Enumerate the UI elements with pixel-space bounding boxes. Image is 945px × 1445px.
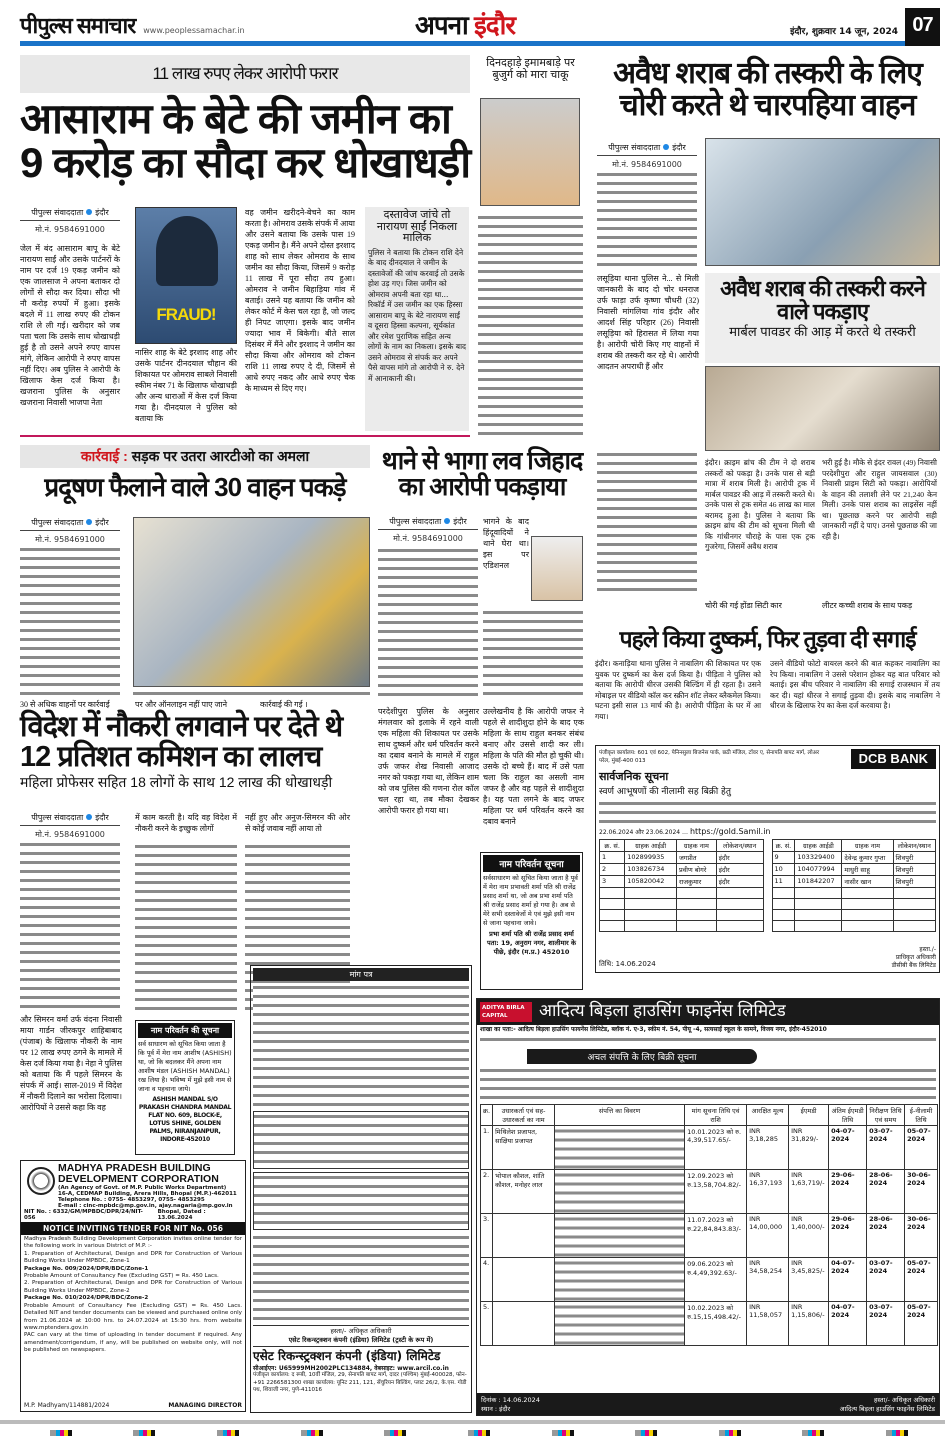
body-text-upper [378,546,478,696]
table-cell: 04-07-2024 [829,1126,867,1170]
table-cell: INR 1,15,806/- [789,1302,829,1346]
marble-col-2: भरी हुई है। मौके से इंदर रावल (49) निवासी परदेशीपुरा और राहुल जायसवाल (30) निवासी प्राइम सिटी को पकड़ा। आरोपियों के वाहन की तलाशी लेने पर 21,240 केन मिली। उनके पास शराब का लाइसेंस नहीं था। पूछताछ करने पर आरोपी सही जानकारी नहीं दे पाए। उनसे पूछताछ की जा रही है। [822,458,937,541]
headline: पहले किया दुष्कर्म, फिर तुड़वा दी सगाई [619,626,916,652]
sidebar-title: दस्तावेज जांचे तो नारायण साईं निकला मालिक [376,209,458,245]
body-col-3: वह जमीन खरीदने-बेचने का काम करता है। ओमराव उसके संपर्क में आया और उसने बताया कि उसके पास 19 एकड़ जमीन है। मैंने अपने दोस्त इरशाद शाह को साथ लेकर ओमराव के साथ जमीन का सौदा किया, जिसमें 9 करोड़ 11 लाख में पूरा सौदा तय हुआ। ओमराव ने जमीन बिहाड़िया गांव में बताई। उसने यह बताया कि जमीन को लेकर कोर्ट में केस चल रहा है, जो जल्द ही निपट जाएगा। इसके बाद जमीन ज्यादा भाव में बिकेगी। बीते साल दिसंबर में मैंने और इरशाद ने जमीन का सौदा किया और ओमराव को टोकन राशि 11 लाख रुपए दे दी, जिसमें से आधे रुपए नकद और आधे रुपए चेक के माध्यम से दिए गए। [245,208,355,393]
body-col-1: परदेशीपुरा पुलिस के अनुसार मंगलवार को इलाके में रहने वाली एक महिला की शिकायत पर उसके साथ दुष्कर्म और धर्म परिवर्तन करने का दबाव बनाने के मामले में राहुल उर्फ जफर शेख निवासी आजाद नगर को पकड़ा गया था, लेकिन शाम को जब पुलिस की गणना रोल कॉल चल रहा था, तब मौका देखकर आरोपी फरार हो गया था। [378,707,479,815]
newspaper-logo: पीपुल्स समाचार [20,13,136,38]
body-col-2: उसने वीडियो फोटो वायरल करने की बात कहकर नाबालिग का रेप किया। नाबालिग ने उससे परेशान होकर यह बात परिवार को बताई। इस बीच परिवार ने नाबालिग की सगाई राजस्थान में तय कर दी। यहां धीरज ने सगाई तुड़वा दी। इसके बाद नाबालिग ने धीरज के खिलाफ रेप का केस दर्ज करवाया है। [770,659,940,710]
story-asaram [20,55,470,437]
tender-body: Madhya Pradesh Building Development Corporation invites online tender for the following work in various District of M.P. :- 1. Preparation of Architectural, Design and DPR for Construction of Various Building Works Under MPBDC, Zone-1 Package No. 009/2024/DPR/BDC/Zone-1 Probable Amount of Consultancy Fee (Excluding GST) = Rs. 450 Lacs. 2. Preparation of Architectural, Design and DPR for Construction of Various Building Works Under MPBDC, Zone-2 Package No. 010/2024/DPR/BDC/Zone-2 Probable Amount of Consultancy Fee (Excluding GST) = Rs. 450 Lacs. Detailed NIT and tender documents can be viewed and purchased online only from 21.06.2024 at 10:00 hrs. to 24.07.2024 at 15:30 hrs. from website www.mptenders.gov.in PAC can vary at the time of uploading in tender document if required. Any amendment/corrigendum, if any, will be published on website only, will not be published on newspapers. [24,1236,242,1354]
headline: थाने से भागा लव जिहाद का आरोपी पकड़ाया [381,447,583,502]
table-cell: 04-07-2024 [829,1258,867,1302]
name-change-notice-prabha: नाम परिवर्तन सूचना सर्वसाधारण को सूचित किया जाता है पूर्व में मेरा नाम प्रभावती शर्मा पति श्री राजेंद्र प्रसाद शर्मा था, जो अब प्रभा शर्मा पति श्री राजेंद्र प्रसाद शर्मा हो गया है। अब से मेरे सभी दस्तावेजों मे एवं मुझे इसी नाम से जाना पहचाना जावे। प्रभा शर्मा पति श्री राजेंद्र प्रसाद शर्मा पता: 19, अनुराग नगर, शालीमार के पीछे, इंदौर (म.प्र.) 452010 [480,852,583,990]
property-description [555,1126,685,1170]
table-cell: 12.09.2023 को रु.13,58,704.82/- [685,1170,747,1214]
dateline: इंदौर, शुक्रवार 14 जून, 2024 [790,27,898,37]
table-cell: मिथिलेश प्रजापत, साक्षिया प्रजापत [493,1126,555,1170]
body-col-1-cont: और सिमरन वर्मा उर्फ वंदना निवासी माया गार्डन जीरकपुर शाहिबाबाद (पंजाब) के खिलाफ नौकरी के नाम पर 12 लाख रुपए ठगने के मामले में केस दर्ज किया गया है। नेहा ने पुलिस को बताया कि मैं पहले सिमरन के संपर्क में आई। साल-2019 में विदेश में नौकरी दिलाने का भरोसा दिलाया। आरोपियों ने उससे कहा कि वह [20,1015,122,1112]
table-cell: INR 1,40,000/- [789,1214,829,1258]
story-liquor-theft: अवैध शराब की तस्करी के लिए चोरी करते थे चारपहिया वाहन पीपुल्स संवाददाता इंदौर मो.नं. 9584691000 लसूड़िया थाना पुलिस ने... से मिली जानकारी के बाद दो चोर धनराज उर्फ फाड़ा उर्फ कृष्णा चौधरी (32) निवासी मांगलिया गांव इंदौर और आदर्श सिंह परिहार (26) निवासी लसूड़िया को हिरासत में लिया गया है। आरोपी चोरी किए गए वाहनों में शराब की तस्करी कर रहे थे। आरोपी आदतन अपराधी हैं और अवैध शराब की तस्करी करने वाले पकड़ाए मार्बल पावडर की आड़ में करते थे तस्करी [595,58,940,443]
story-engagement [595,627,940,742]
body-col-2-start: में काम करती है। यदि वह विदेश में नौकरी करने के इच्छुक लोगों [135,813,237,833]
masthead [20,8,940,44]
table-cell: 05-07-2024 [905,1302,938,1346]
table-cell: INR 14,00,000 [747,1214,789,1258]
liquor-body-lower [597,450,697,595]
table-row: 9 103329400 देवेन्द्र कुमार गुप्ता शिवपुरी [772,852,936,864]
story-love-jihad: थाने से भागा लव जिहाद का आरोपी पकड़ाया पीपुल्स संवाददाता इंदौर मो.नं. 9584691000 भागने के बाद हिंदूवादियों ने थाने घेरा था। इस पर एडिशनल परदेशीपुरा पुलिस के अनुसार मंगलवार को इलाके में रहने वाली एक महिला की शिकायत पर उसके साथ दुष्कर्म और धर्म परिवर्तन करने का दबाव बनाने के मामले में राहुल उर्फ जफर शेख निवासी आजाद नगर को पकड़ा गया था, लेकिन शाम को जब पुलिस की गणना रोल कॉल चल रहा था, तब मौका देखकर आरोपी फरार हो गया था। उल्लेखनीय है कि आरोपी जफर ने पहले से शादीशुदा होने के बाद एक महिला के साथ राहुल बनकर संबंध बनाए और उससे शादी कर ली। महिला के पति की मौत हो चुकी थी। उसके दो बच्चे हैं। बाद में उसे पता चला कि राहुल का असली नाम जफर है और वह पहले से शादीशुदा है। यह पता लगने के बाद जफर महिला पर धर्म परिवर्तन करने का दबाव बनाने [378,447,584,826]
registration-mark [217,1430,241,1436]
auction-table: क्र. उधारकर्ता एवं सह-उधारकर्ता का नाम संपत्ति का विवरण मांग सूचना तिथि एवं राशि आरक्षित मूल्य ईएमडी अंतिम ईएमडी तिथि निरीक्षण तिथि एवं समय ई-नीलामी तिथि 1. मिथिलेश प्रजापत, साक्षिया प्रजापत 10.01.2023 को रु. 4,39,517.65/- INR 3,18,285 INR 31,829/- 04-07-2024 03-07-2024 05-07-2024 2. भोपाल कौशल, शांति कौशल, मनोहर लाल 12.09.2023 को रु.13,58,704.82/- INR 16,37,193 INR 1,63,719/- 29-06-2024 28-06-2024 30-06-2024 3. 11.07.2023 को रु.22,84,843.83/- INR 14,00,000 INR 1,40,000/- 29-06-2024 28-06-2024 30-06-2024 4. 09.06.2023 को रु.4,49,392.63/- INR 34,58,254 INR 3,45,825/- 04-07-2024 03-07-2024 05-07-2024 5. 10.02.2023 को रु.15,15,498.42/- INR 11,58,057 INR 1,15,806/- 04-07-2024 03-07-2024 05-07-2024 [480,1104,938,1346]
body-col-3-start: नहीं हुए और अनुज-सिमरन की ओर से कोई जवाब नहीं आया तो [245,813,350,833]
aditya-birla-logo: ADITYA BIRLA CAPITAL [480,1002,532,1022]
headline: आसाराम के बेटे की जमीन का 9 करोड़ का सौदा कर धोखाधड़ी [20,95,470,187]
sale-banner: अचल संपत्ति के लिए बिक्री सूचना [527,1049,757,1064]
notice-title: नाम परिवर्तन सूचना [483,855,580,872]
byline: पीपुल्स संवाददाता इंदौर [20,517,120,531]
property-description [555,1170,685,1214]
notice-title: नाम परिवर्तन की सूचना [138,1023,232,1038]
body-col-1-top [20,840,120,1012]
body-col-1: इंदौर। कनाड़िया थाना पुलिस ने नाबालिग की शिकायत पर एक युवक पर दुष्कर्म का केस दर्ज किया है। पीड़िता ने पुलिस को बताया कि आरोपी धीरज उसकी बिल्डिंग में ही रहता है। उसने मोबाइल पर वीडियो कॉल कर स्क्रीन शॉट लेकर ब्लैकमेल किया। घटना इसी साल 13 मार्च की है। आरोपी पीड़िता के घर में आ गया। [595,659,761,721]
table-cell: 29-06-2024 [829,1214,867,1258]
registration-mark [468,1430,492,1436]
table-cell: 04-07-2024 [829,1302,867,1346]
notice-header [477,999,939,1025]
body-text [478,213,583,438]
table-cell [493,1302,555,1346]
story-imambada [478,58,583,438]
table-cell: 03-07-2024 [867,1302,905,1346]
registration-mark [802,1430,826,1436]
fraud-label: FRAUD! [156,305,216,324]
dcb-date: तिथि: 14.06.2024 [599,960,656,968]
dcb-table-right: क्र. सं. ग्राहक आईडी ग्राहक नाम लोकेशन/स्थान 9 103329400 देवेन्द्र कुमार गुप्ता शिवपुरी 10 104077994 माधुरी साहू शिवपुरी 11 101842207 नासीर खान शिवपुरी [772,839,937,932]
table-cell: INR 11,58,057 [747,1302,789,1346]
intro: भागने के बाद हिंदूवादियों ने थाने घेरा था। इस पर एडिशनल [483,517,529,570]
notice-subtitle: स्वर्ण आभूषणों की नीलामी सह बिक्री हेतु [599,787,731,797]
website: www.peoplessamachar.in [143,26,245,35]
table-cell: 10.01.2023 को रु. 4,39,517.65/- [685,1126,747,1170]
caption-3: कार्रवाई की गई । [260,700,308,709]
table-row [481,1258,938,1302]
mpbdc-emblem [27,1167,55,1195]
body-text [20,545,120,695]
registration-mark [886,1430,910,1436]
table-row: 2 103826734 प्रवीण बोगरे इंदौर [600,864,764,876]
table-row: 3 105820042 राजकुमार इंदौर [600,876,764,888]
mobile-number: मो.नं. 9584691000 [35,225,105,234]
caption-2: पर और ऑनलाइन नहीं पाए जाने [135,700,228,709]
byline: पीपुल्स संवाददाता इंदौर [378,516,478,530]
table-cell: भोपाल कौशल, शांति कौशल, मनोहर लाल [493,1170,555,1214]
registration-mark [719,1430,743,1436]
registration-mark [301,1430,325,1436]
table-cell: 03-07-2024 [867,1126,905,1170]
notice-title: सार्वजनिक सूचना [599,770,669,783]
table-cell: 10.02.2023 को रु.15,15,498.42/- [685,1302,747,1346]
table-cell: 29-06-2024 [829,1170,867,1214]
table-cell: 30-06-2024 [905,1214,938,1258]
table-cell [493,1258,555,1302]
page-number: 07 [905,8,940,46]
kicker: 11 लाख रुपए लेकर आरोपी फरार [20,55,470,93]
story-rto: कार्रवाई : सड़क पर उतरा आरटीओ का अमला प्रदूषण फैलाने वाले 30 वाहन पकड़े पीपुल्स संवाददाता इंदौर मो.नं. 9584691000 30 से अधिक वाहनों पर कार्रवाई पर और ऑनलाइन नहीं पाए जाने कार्रवाई की गई । [20,445,370,710]
table-cell: INR 34,58,254 [747,1258,789,1302]
table-cell: 28-06-2024 [867,1170,905,1214]
table-cell: INR 1,63,719/- [789,1170,829,1214]
dcb-bank-notice: पंजीकृत कार्यालय: 601 एवं 602, पेनिनसुला बिजनेस पार्क, छठी मंजिल, टॉवर ए, सेनापति बापट मार्ग, लोअर परेल, मुंबई-400 013 DCB BANK सार्वजनिक सूचना स्वर्ण आभूषणों की नीलामी सह बिक्री हेतु 22.06.2024 और 23.06.2024 … https://gold.Samil.in क्र. सं. ग्राहक आईडी ग्राहक नाम लोकेशन/स्थान 1 102899935 जगप्रीत इंदौर 2 103826734 प्रवीण बोगरे इंदौर 3 105820042 राजकुमार इंदौर क्र. सं. ग्राहक आईडी ग्राहक नाम लोकेशन/स्थान 9 103329400 देवेन्द्र कुमार गुप्ता शिवपुरी 10 104077994 माधुरी साहू शिवपुरी 11 101842207 नासीर खान शिवपुरी तिथि: 14.06.2024 हस्ता./- प्राधिकृत अधिकारी डीसीबी बैंक लिमिटेड [595,745,940,973]
headline: विदेश में नौकरी लगवाने पर देते थे 12 प्रतिशत कमिशन का लालच [20,711,343,774]
liquor-tail-1: चोरी की गई होंडा सिटी कार [705,601,782,610]
notice-title: मांग पत्र [253,968,469,981]
byline: पीपुल्स संवाददाता इंदौर [597,142,697,156]
registered-office: पंजीकृत कार्यालय: 601 एवं 602, पेनिनसुला बिजनेस पार्क, छठी मंजिल, टॉवर ए, सेनापति बापट मार्ग, लोअर परेल, मुंबई-400 013 [599,750,820,764]
marble-headline-box: अवैध शराब की तस्करी करने वाले पकड़ाए मार्बल पावडर की आड़ में करते थे तस्करी [705,273,940,363]
table-cell [493,1214,555,1258]
company-name: एसेट रिकन्स्ट्रक्शन कंपनी (इंडिया) लिमिटेड [253,1346,469,1364]
arcil-demand-notice: मांग पत्र हस्ता/- अधिकृत अधिकारी एसेट रिकन्स्ट्रक्शन कंपनी (इंडिया) लिमिटेड (ट्रस्टी के रूप में) एसेट रिकन्स्ट्रक्शन कंपनी (इंडिया) लिमिटेड सीआईएन: U65999MH2002PLC134884, वेबसाइट: www.arcil.co.in पंजीकृत कार्यालय: द रूबी, 10वीं मंजिल, 29, सेनापति बापट मार्ग, दादर (पश्चिम) मुंबई-400028, फोन-+91 2266581300 शाखा कार्यालय: यूनिट 211, 121, सेंचुरियन बिल्डिंग, प्लाट 26/2, के.एस. गोडी पथ, शिवाजी नगर, पुणे-411016 [250,965,472,1413]
mpbdc-tender-notice: MADHYA PRADESH BUILDING DEVELOPMENT CORPORATION (An Agency of Govt. of M.P. Public Works Department) 16-A, CEDMAP Building, Arera Hills, Bhopal (M.P.)-462011 Telephone No. : 0755- 4853297, 0755- 4853295 E-mail : cinc-mpbdc@mp.gov.in, ajay.nagaria@mp.gov.in NIT No. : 6332/GM/MPBDC/DPR/24/NIT-056 Bhopal, Dated : 13.06.2024 NOTICE INVITING TENDER FOR NIT No. 056 Madhya Pradesh Building Development Corporation invites online tender for the following work in various District of M.P. :- 1. Preparation of Architectural, Design and DPR for Construction of Various Building Works Under MPBDC, Zone-1 Package No. 009/2024/DPR/BDC/Zone-1 Probable Amount of Consultancy Fee (Excluding GST) = Rs. 450 Lacs. 2. Preparation of Architectural, Design and DPR for Construction of Various Building Works Under MPBDC, Zone-2 Package No. 010/2024/DPR/BDC/Zone-2 Probable Amount of Consultancy Fee (Excluding GST) = Rs. 450 Lacs. Detailed NIT and tender documents can be viewed and purchased online only from 21.06.2024 at 10:00 hrs. to 24.07.2024 at 15:30 hrs. from website www.mptenders.gov.in PAC can vary at the time of uploading in tender document if required. Any amendment/corrigendum, if any, will be published on website only, will not be published on newspapers. M.P. Madhyam/114881/2024 MANAGING DIRECTOR [20,1160,246,1412]
property-description [555,1302,685,1346]
rto-photo [133,517,370,687]
story-videsh: विदेश में नौकरी लगवाने पर देते थे 12 प्रतिशत कमिशन का लालच महिला प्रोफेसर सहित 18 लोगों के साथ 12 लाख की धोखाधड़ी पीपुल्स संवाददाता इंदौर मो.नं. 9584691000 और सिमरन वर्मा उर्फ वंदना निवासी माया गार्डन जीरकपुर शाहिबाबाद (पंजाब) के खिलाफ नौकरी के नाम पर 12 लाख रुपए ठगने के मामले में केस दर्ज किया गया है। नेहा ने पुलिस को बताया कि मैं पहले सिमरन के संपर्क में आई। साल-2019 में विदेश में नौकरी दिलाने का भरोसा दिलाया। आरोपियों ने उससे कहा कि वह में काम करती है। यदि वह विदेश में नौकरी करने के इच्छुक लोगों नहीं हुए और अनुज-सिमरन की ओर से कोई जवाब नहीं आया तो [20,712,370,1157]
dcb-logo: DCB BANK [851,749,936,769]
registration-mark [50,1430,74,1436]
table-cell: 2. [481,1170,493,1214]
company-title: आदित्य बिड़ला हाउसिंग फाइनेंस लिमिटेड [539,1001,786,1020]
table-cell: 03-07-2024 [867,1258,905,1302]
property-description [555,1258,685,1302]
marble-col-1: इंदौर। क्राइम ब्रांच की टीम ने दो शराब तस्करों को पकड़ा है। उनके पास से बड़ी मात्रा में शराब मिली है। आरोपी ट्रक में मार्बल पावडर की आड़ में तस्करी करते थे। उनके पास से ट्रक समेत 46 लाख का माल बरामद हुआ है। पुलिस ने बताया कि क्राइम ब्रांच की टीम को सूचना मिली थी कि गांधीनगर चौराहे के पास एक ट्रक गुजरेगा, जिसमें अवैध शराब [705,458,815,551]
body-col-2: नासिर शाह के बेटे इरशाद शाह और उसके पार्टनर दीनदयाल चौहान की शिकायत पर ओमराव साबले निवासी स्कीम नंबर 71 के खिलाफ धोखाधड़ी और अन्य धाराओं में केस दर्ज किया गया है। दीनदयाल ने पुलिस को बताया कि [135,348,237,423]
table-cell: INR 3,18,285 [747,1126,789,1170]
auction-url[interactable]: https://gold.Samil.in [689,827,771,836]
registration-mark [133,1430,157,1436]
registration-mark [384,1430,408,1436]
headline: प्रदूषण फैलाने वाले 30 वाहन पकड़े [44,471,346,502]
kicker: कार्रवाई : सड़क पर उतरा आरटीओ का अमला [20,445,370,468]
table-row: 1 102899935 जगप्रीत इंदौर [600,852,764,864]
sidebar-box [365,207,469,431]
notice-footer: दिनांक : 14.06.2024 स्थान : इंदौर हस्ता/- अधिकृत अधिकारी आदित्य बिड़ला हाउसिंग फाइनेंस लिमिटेड [477,1393,939,1415]
table-cell: 1. [481,1126,493,1170]
table-cell: 5. [481,1302,493,1346]
section-divider [20,435,470,437]
table-cell: 11.07.2023 को रु.22,84,843.83/- [685,1214,747,1258]
body-col-1: जेल में बंद आसाराम बापू के बेटे नारायण साईं और उसके पार्टनरों के नाम पर दर्ज 19 एकड़ जमीन को एक जालसाज ने अपना बताकर दो लोगों से सौदा कर दिया। सौदा भी नौ करोड़ रुपयों में हुआ। इसके बदले में 11 लाख रुपए की टोकन राशि ले ली गई। खरीदार को जब पता चला कि उसके साथ धोखाधड़ी हुई है तो उसने अपने रुपए वापस मांगे, लेकिन आरोपी ने रुपए वापस नहीं दिए। अब पुलिस ने आरोपी के खिलाफ केस दर्ज किया है। खजराना पुलिस के अनुसार खजराना निवासी भाजपा नेता [20,244,120,407]
body-text-col2 [483,608,583,700]
table-cell: 09.06.2023 को रु.4,49,392.63/- [685,1258,747,1302]
body-col-2 [135,842,237,1012]
table-cell: 3. [481,1214,493,1258]
table-row [481,1302,938,1346]
subhead: महिला प्रोफेसर सहित 18 लोगों के साथ 12 लाख की धोखाधड़ी [20,773,333,790]
table-cell: 4. [481,1258,493,1302]
dcb-signature: हस्ता./- प्राधिकृत अधिकारी डीसीबी बैंक लिमिटेड [891,946,936,969]
tender-banner: NOTICE INVITING TENDER FOR NIT No. 056 [21,1222,245,1235]
accused-photo [531,536,583,601]
caption-1: 30 से अधिक वाहनों पर कार्रवाई [20,700,110,709]
truck-photo [705,366,940,451]
table-cell: 05-07-2024 [905,1126,938,1170]
registration-mark [552,1430,576,1436]
table-cell: INR 16,37,193 [747,1170,789,1214]
table-row [481,1214,938,1258]
table-cell: 05-07-2024 [905,1258,938,1302]
table-cell: INR 3,45,825/- [789,1258,829,1302]
table-cell: 28-06-2024 [867,1214,905,1258]
dcb-table-left: क्र. सं. ग्राहक आईडी ग्राहक नाम लोकेशन/स्थान 1 102899935 जगप्रीत इंदौर 2 103826734 प्रवीण बोगरे इंदौर 3 105820042 राजकुमार इंदौर [599,839,764,932]
registration-mark [635,1430,659,1436]
body-col-2: उल्लेखनीय है कि आरोपी जफर ने पहले से शादीशुदा होने के बाद एक महिला के साथ राहुल बनकर संबंध बनाए और उससे शादी कर ली। महिला के पति की मौत हो चुकी थी। उसके दो बच्चे हैं। बाद में उसे पता चला कि राहुल का असली नाम जफर है और वह पहले से शादीशुदा है। यह पता लगने के बाद जफर महिला पर धर्म परिवर्तन करने का दबाव बनाने [483,707,584,826]
hood-shape [156,216,218,286]
table-row [481,1170,938,1214]
table-row: 11 101842207 नासीर खान शिवपुरी [772,876,936,888]
property-description [555,1214,685,1258]
body-text-top [597,170,697,270]
sidebar-text: पुलिस ने बताया कि टोकन राशि देने के बाद दीनदयाल ने जमीन के दस्तावेजों की जांच करवाई तो उसके होश उड़ गए। जिस जमीन को ओमराव अपनी बता रहा था... रिकॉर्ड में उस जमीन का एक हिस्सा आसाराम बापू के बेटे नारायण साईं व दूसरा हिस्सा कल्पना, सूर्यकांत और रमेश पुराणिक सहित अन्य लोगों के नाम का निकला। इसके बाद उसने ओमराव से संपर्क कर अपने पैसे वापस मांगे तो आरोपी ने रु. देने में आनाकानी की। [368,247,467,383]
aditya-birla-auction-notice: ADITYA BIRLA CAPITAL आदित्य बिड़ला हाउसिंग फाइनेंस लिमिटेड शाखा का पता:- आदित्य बिड़ला हाउसिंग फायनेंस लिमिटेड, ब्लॉक नं. ए-3, स्कीम नं. 54, पीयू -4, सत्यसाईं स्कूल के सामने, विजय नगर, इंदौर-452010 अचल संपत्ति के लिए बिक्री सूचना क्र. उधारकर्ता एवं सह-उधारकर्ता का नाम संपत्ति का विवरण मांग सूचना तिथि एवं राशि आरक्षित मूल्य ईएमडी अंतिम ईएमडी तिथि निरीक्षण तिथि एवं समय ई-नीलामी तिथि 1. मिथिलेश प्रजापत, साक्षिया प्रजापत 10.01.2023 को रु. 4,39,517.65/- INR 3,18,285 INR 31,829/- 04-07-2024 03-07-2024 05-07-2024 2. भोपाल कौशल, शांति कौशल, मनोहर लाल 12.09.2023 को रु.13,58,704.82/- INR 16,37,193 INR 1,63,719/- 29-06-2024 28-06-2024 30-06-2024 3. 11.07.2023 को रु.22,84,843.83/- INR 14,00,000 INR 1,40,000/- 29-06-2024 28-06-2024 30-06-2024 4. 09.06.2023 को रु.4,49,392.63/- INR 34,58,254 INR 3,45,825/- 04-07-2024 03-07-2024 05-07-2024 5. 10.02.2023 को रु.15,15,498.42/- INR 11,58,057 INR 1,15,806/- 04-07-2024 03-07-2024 05-07-2024 दिनांक : 14.06.2024 स्थान : इंदौर हस्ता/- अधिकृत अधिकारी आदित्य बिड़ला हाउसिंग फाइनेंस लिमिटेड [476,998,940,1416]
table-row: 10 104077994 माधुरी साहू शिवपुरी [772,864,936,876]
vehicles-photo [705,138,940,266]
headline: दिनदहाड़े इमामबाड़े पर बुजुर्ग को मारा चाकू [486,57,575,81]
name-change-notice-ashish: नाम परिवर्तन की सूचना सर्व साधारण को सूचित किया जाता है कि पूर्व में मेरा नाम आशीष (ASHISH) था, जो कि बदलकर मैंने अपना नाम आशीष मंडल (ASHISH MANDAL) रख लिया है। भविष्य में मुझे इसी नाम से जाना व पहचाना जाये। ASHISH MANDAL S/O PRAKASH CHANDRA MANDAL FLAT NO. 609, BLOCK-E, LOTUS SHINE, GOLDEN PALMS, NIRANJANPUR, INDORE-452010 [135,1020,235,1155]
liquor-tail-2: लीटर कच्ची शराब के साथ पकड़ [822,601,913,610]
caption-lines [133,689,370,698]
header-rule [20,41,905,46]
table-row [481,1126,938,1170]
section-title: अपना इंदौर [415,10,515,40]
byline: पीपुल्स संवाददाता इंदौर [20,812,120,826]
table-cell: INR 31,829/- [789,1126,829,1170]
registration-marks [20,1430,940,1440]
table-cell: 30-06-2024 [905,1170,938,1214]
headline: अवैध शराब की तस्करी के लिए चोरी करते थे चारपहिया वाहन [613,57,922,122]
fraud-image [135,207,237,344]
victim-photo [480,98,580,206]
print-registration-strip [0,1420,945,1424]
body-text: लसूड़िया थाना पुलिस ने... से मिली जानकारी के बाद दो चोर धनराज उर्फ फाड़ा उर्फ कृष्णा चौधरी (32) निवासी मांगलिया गांव इंदौर और आदर्श सिंह परिहार (26) निवासी लसूड़िया को हिरासत में लिया गया है। आरोपी चोरी किए गए वाहनों में शराब की तस्करी कर रहे थे। आरोपी आदतन अपराधी हैं और [597,274,699,371]
byline: पीपुल्स संवाददाता इंदौर [20,207,120,221]
